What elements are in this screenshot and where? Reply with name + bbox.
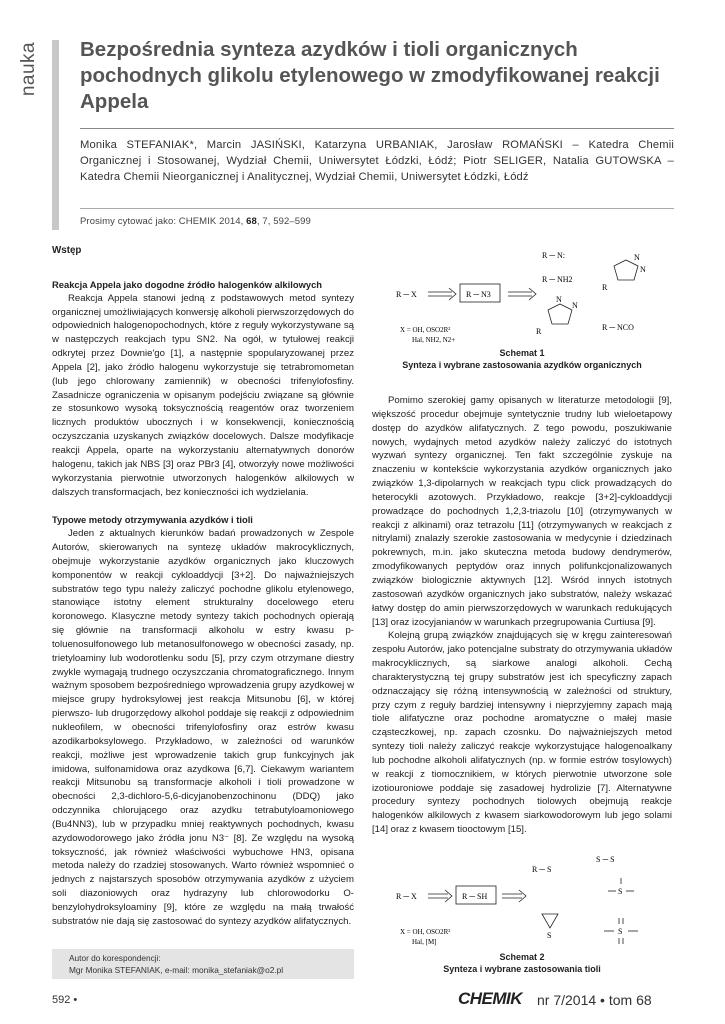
- scheme-2-diagram: [382, 850, 674, 948]
- svg-text:S: S: [547, 931, 552, 940]
- paragraph-azides: Pomimo szerokiej gamy opisanych w literaturze metodologii [9], większość procedur obejmuje syntetycznie trudny lub wieloetapowy dostęp do azydków alifatycznych. Z tego powodu, poszukiwanie nowych, wydajnych metod azydków należy zaliczyć do istotnych wyzwań syntezy organicznej. Ten fakt szczególnie zyskuje na znaczeniu w kontekście wykorzystania azydków organicznych jako związków 1,3-dipolarnych w reakcjach typu click prowadzących do heterocykli azotowych. Przykładowo, reakcje [3+2]-cykloaddycji prowadzące do pochodnych 1,2,3-triazolu [10] (otrzymywanych w reakcji z alkinami) oraz tetrazolu [11] (otrzymywanych w reakcjach z nitrylami) znalazły szerokie zastosowania w medycynie i dziedzinach pokrewnych, m.in. jako skuteczna metoda budowy dendrymerów, zmodyfikowanych peptydów oraz innych polifunkcjonalizowanych związków biologicznie aktywnych [12]. Wśród innych istotnych zastosowań azydków organicznych jako substratów, należy wskazać łatwy dostęp do amin pierwszorzędowych w warunkach redukujących [13] oraz izocyjanianów w warunkach przegrupowania Curtiusa [9].: [372, 395, 672, 628]
- arrow-4: [502, 890, 526, 902]
- left-column: [52, 244, 354, 929]
- svg-text:N: N: [640, 265, 646, 274]
- scheme2-start: R ─ X: [396, 892, 417, 901]
- citation-prefix: Prosimy cytować jako: CHEMIK 2014,: [80, 216, 247, 227]
- svg-text:N: N: [572, 301, 578, 310]
- thiirane-structure: [542, 914, 558, 940]
- arrow-1: [428, 288, 456, 300]
- citation-divider: [80, 208, 674, 209]
- scheme2-disulfide: S ─ S: [596, 855, 615, 864]
- svg-text:N: N: [634, 253, 640, 262]
- scheme-1-caption: [372, 348, 672, 371]
- sulfoxide-structure: [608, 878, 634, 896]
- svg-text:S: S: [618, 927, 623, 936]
- correspondence-box: [52, 949, 354, 979]
- tetrazole-structure: [536, 295, 578, 336]
- scheme1-isocyanate: R ─ NCO: [602, 323, 634, 332]
- scheme2-xdef1: X = OH, OSO2R²: [400, 928, 451, 936]
- scheme-1-label: Schemat 1: [499, 348, 545, 358]
- correspondence-contact: Mgr Monika STEFANIAK, e-mail: monika_stefaniak@o2.pl: [69, 965, 284, 975]
- page-number: 592 •: [52, 994, 78, 1006]
- article-title: Bezpośrednia synteza azydków i tioli organicznych pochodnych glikolu etylenowego w zmodyfikowanej reakcji Appela: [80, 38, 660, 113]
- section-tab: [18, 36, 40, 106]
- sulfone-structure: [604, 918, 638, 944]
- heading-intro: Wstęp: [52, 245, 82, 256]
- citation-volume: 68: [246, 216, 257, 227]
- heading-methods: Typowe metody otrzymywania azydków i tioli: [52, 514, 253, 526]
- scheme-2-label: Schemat 2: [499, 952, 545, 962]
- accent-bar: [52, 40, 59, 230]
- scheme1-xdef2: Hal, NH2, N2+: [412, 336, 456, 344]
- title-divider: [80, 128, 674, 129]
- arrow-2: [508, 288, 536, 300]
- scheme1-nitrene: R ─ N:: [542, 251, 566, 260]
- scheme1-azide: R ─ N3: [466, 290, 491, 299]
- scheme-1-title: Synteza i wybrane zastosowania azydków organicznych: [402, 359, 642, 370]
- author-list: Monika STEFANIAK*, Marcin JASIŃSKI, Katarzyna URBANIAK, Jarosław ROMAŃSKI – Katedra Chemii Organicznej i Stosowanej, Wydział Chemii, Uniwersytet Łódzki, Łódź; Piotr SELIGER, Natalia GUTOWSKA – Katedra Chemii Nieorganicznej i Analitycznej, Wydział Chemii, Uniwersytet Łódzki, Łódź: [80, 139, 674, 183]
- citation-suffix: , 7, 592–599: [256, 216, 311, 227]
- citation: [80, 216, 311, 227]
- paragraph-methods: Jeden z aktualnych kierunków badań prowadzonych w Zespole Autorów, skierowanych na syntezę układów makrocyklicznych, obejmuje wykorzystanie azydków organicznych jako kluczowych komponentów w reakcji cykloaddycji [3+2]. Do najważniejszych substratów tego typu należy zaliczyć pochodne glikolu etylenowego, stanowiące istotny element strukturalny docelowego eteru koronowego. Klasyczne metody syntezy takich pochodnych opierają się głównie na transformacji alkoholu w estry kwasu p-toluenosulfonowego lub metanosulfonowego w obecności zasady, np. trietyloaminy lub wodorotlenku sodu [5], przy czym otrzymane diestry zwykle wymagają trudnego oczyszczania chromatograficznego. Innym ważnym sposobem bezpośredniego wprowadzenia grupy azydkowej w miejsce grupy hydroksylowej jest reakcja Mitsunobu [6], w której pierwszo- lub drugorzędowy alkohol poddaje się reakcji z odpowiednim nukleofilem, w obecności trifenylofosfiny oraz estrów kwasu azodikarboksylowego. Przykładowo, w zależności od warunków reakcji, możliwe jest wprowadzenie takich grup funkcyjnych jak imidowa, sulfonamidowa oraz azydkowa [6,7]. Ciekawym wariantem reakcji Mitsunobu są transformacje alkoholi i tioli prowadzone w obecności 2,3-dichloro-5,6-dicyjanobenzochinonu (DDQ) jako odczynnika chlorującego oraz azydku tetrabutyloamoniowego (Bu4NN3), lub w przypadku mniej reaktywnych pochodnych, kwasu azydowodorowego jako źródła jonu N3⁻ [8]. Ze względu na wysoką toksyczność, jak również właściwości wybuchowe HN3, opisana metoda należy do rzadziej stosowanych. Warto również wspomnieć o jednych z najstarszych sposobów otrzymywania azydków z użyciem soli diazoniowych oraz hydrazyny lub chlorowodorku O-benzylohydroksyloaminy [9], które ze względu na małą trwałość substratów nie dają się zastosować do syntezy azydków alifatycznych.: [52, 528, 354, 927]
- arrow-3: [428, 890, 452, 902]
- section-label: nauka: [18, 41, 39, 97]
- svg-text:R: R: [602, 283, 608, 292]
- scheme2-thiol: R ─ SH: [462, 892, 488, 901]
- svg-text:S: S: [618, 887, 623, 896]
- scheme2-xdef2: Hal, [M]: [412, 938, 437, 946]
- svg-text:R: R: [536, 327, 542, 336]
- heading-appel: Reakcja Appela jako dogodne źródło halogenków alkilowych: [52, 278, 323, 290]
- right-column: [372, 394, 672, 837]
- svg-text:N: N: [556, 295, 562, 304]
- scheme-2-caption: [372, 952, 672, 975]
- scheme1-xdef1: X = OH, OSO2R²: [400, 326, 451, 334]
- paragraph-thiols: Kolejną grupą związków znajdujących się w kręgu zainteresowań zespołu Autorów, jako potencjalne substraty do otrzymywania układów makrocyklicznych, są siarkowe analogi alkoholi. Cechą charakterystyczną tej grupy substratów jest ich specyficzny zapach odznaczający się różną intensywnością w zależności od struktury, przy czym z reguły bardziej intensywny i nieprzyjemny zapach mają tiole alifatyczne oraz pochodne aromatyczne o małej masie cząsteczkowej, np. zapach czosnku. Do najważniejszych metod syntezy tioli należy zaliczyć reakcje wykorzystujące halogenoalkany lub pochodne alkoholi alifatycznych (np. w formie estrów tosylowych) w reakcji z tiomocznikiem, w których pierwotnie utworzone sole izotiouroniowe poddaje się zasadowej hydrolizie [7]. Alternatywne procedury syntezy pochodnych tiolowych obejmują reakcje halogenków alkilowych z kwasem siarkowodorowym lub jego solami [14] oraz z kwasem tiooctowym [15].: [372, 630, 672, 836]
- scheme1-amine: R ─ NH2: [542, 275, 573, 284]
- issue-info: nr 7/2014 • tom 68: [537, 992, 652, 1008]
- scheme1-start: R ─ X: [396, 290, 417, 299]
- scheme-1-diagram: [382, 246, 674, 346]
- scheme-2-title: Synteza i wybrane zastosowania tioli: [443, 963, 601, 974]
- journal-logo: CHEMIK: [458, 989, 523, 1008]
- triazole-structure: [602, 253, 646, 292]
- paragraph-appel: Reakcja Appela stanowi jedną z podstawowych metod syntezy organicznej umożliwiających konwersję alkoholi pierwszorzędowych do odpowiednich halogenopochodnych, które z reguły wykorzystywane są w następczych reakcjach typu SN2. Na ogół, w tytułowej reakcji odkrytej przez Downie'go [1], a następnie spopularyzowanej przez Appela [2], jako źródło halogenu wykorzystuje się tetrabromometan (lub jego chlorowany zamiennik) w obecności trifenylofosfiny. Zasadnicze ograniczenia w opisanym podejściu związane są głównie ze stosunkowo wysoką toksycznością reagentów oraz tworzeniem licznych produktów ubocznych i w konsekwencji, koniecznością oczyszczania uzyskanych związków docelowych. Dalsze modyfikacje reakcji Appela, oparte na wykorzystaniu alternatywnych donorów halogenu, takich jak NBS [3] oraz PBr3 [4], otworzyły nowe możliwości wykorzystania pierwotnie utworzonych halogenków alkilowych w dalszych transformacjach, bez konieczności ich wydzielania.: [52, 292, 354, 498]
- correspondence-title: Autor do korespondencji:: [69, 953, 161, 963]
- scheme2-sulfide: R ─ S: [532, 865, 552, 874]
